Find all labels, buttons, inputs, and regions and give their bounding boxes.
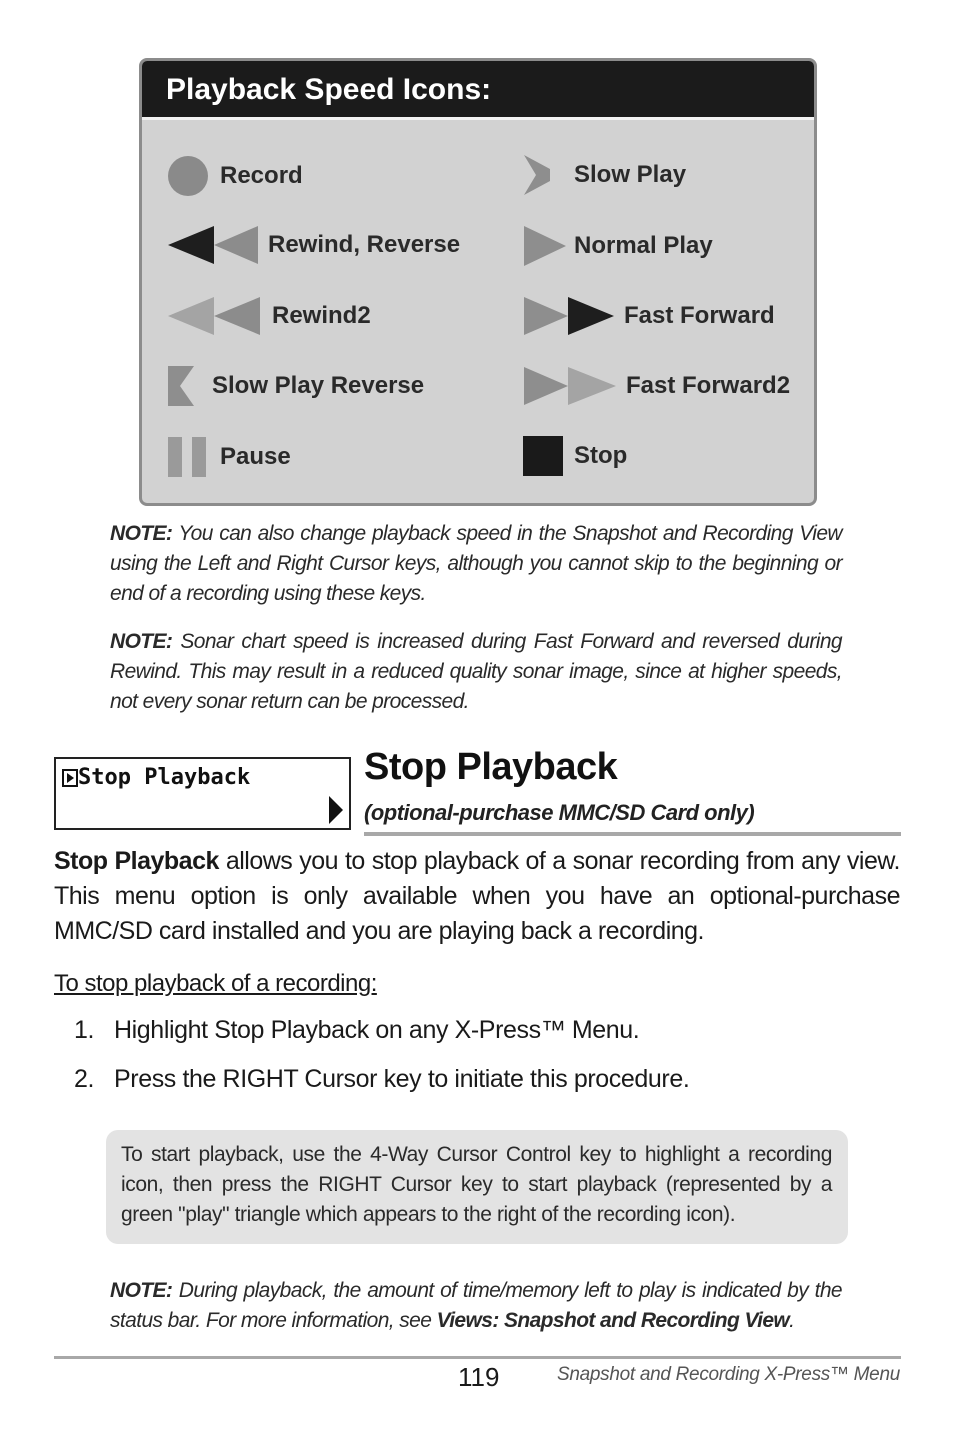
note-text: You can also change playback speed in the Snapshot and Recording View using the Left and Right Cursor keys, although you cannot skip to the beginning or end of a recording using these keys. bbox=[110, 522, 842, 605]
tip-text: To start playback, use the 4-Way Cursor Control key to highlight a recording icon, then press the RIGHT Cursor key to start playback (represented by a green "play" triangle which appears to the right of the recording icon). bbox=[121, 1143, 832, 1226]
playback-speed-icons-panel bbox=[139, 58, 817, 506]
footer-title: Snapshot and Recording X-Press™ Menu bbox=[556, 1364, 900, 1385]
right-arrow-icon bbox=[327, 794, 347, 826]
slow-play-icon bbox=[522, 153, 552, 197]
note-label: NOTE: bbox=[110, 522, 173, 545]
note-2 bbox=[110, 627, 842, 717]
section-subtitle: (optional-purchase MMC/SD Card only) bbox=[364, 800, 755, 825]
step-1 bbox=[74, 1016, 639, 1045]
page-number: 119 bbox=[458, 1362, 500, 1392]
note-end: . bbox=[789, 1309, 795, 1332]
icon-label: Pause bbox=[220, 443, 291, 470]
icon-label: Slow Play bbox=[574, 161, 687, 188]
icon-row-rewind bbox=[166, 223, 460, 267]
stop-playback-menu-item[interactable] bbox=[54, 757, 351, 830]
body-bold-term: Stop Playback bbox=[54, 847, 219, 875]
footer-rule bbox=[54, 1356, 901, 1359]
panel-title: Playback Speed Icons: bbox=[142, 61, 814, 120]
pause-icon bbox=[166, 435, 210, 479]
note-label: NOTE: bbox=[110, 630, 173, 653]
record-icon bbox=[166, 154, 210, 198]
fast-forward2-icon bbox=[522, 364, 618, 408]
stop-icon bbox=[522, 435, 564, 477]
step-text: Highlight Stop Playback on any X-Press™ Menu. bbox=[114, 1016, 640, 1044]
subtitle-rule bbox=[364, 832, 901, 836]
note-reference-link: Views: Snapshot and Recording View bbox=[436, 1309, 790, 1332]
icon-label: Slow Play Reverse bbox=[212, 372, 425, 399]
body-paragraph bbox=[54, 844, 900, 949]
menu-label: Stop Playback bbox=[78, 765, 251, 790]
rewind2-icon bbox=[166, 294, 262, 338]
step-text: Press the RIGHT Cursor key to initiate this procedure. bbox=[114, 1065, 690, 1093]
icon-row-stop bbox=[522, 435, 627, 477]
icon-label: Rewind, Reverse bbox=[268, 231, 461, 258]
note-3 bbox=[110, 1276, 842, 1336]
slow-play-reverse-icon bbox=[166, 364, 196, 408]
icon-row-pause bbox=[166, 435, 291, 479]
icon-row-fast-forward bbox=[522, 294, 775, 338]
menu-marker-icon bbox=[62, 769, 78, 787]
icon-label: Fast Forward bbox=[624, 302, 775, 329]
normal-play-icon bbox=[522, 224, 568, 268]
icon-label: Record bbox=[220, 162, 303, 189]
note-text: During playback, the amount of time/memory left to play is indicated by the status bar. For more information, see bbox=[110, 1279, 842, 1332]
icon-row-slow-play bbox=[522, 153, 686, 197]
body-text: allows you to stop playback of a sonar recording from any view. This menu option is only available when you have an optional-purchase MMC/SD card installed and you are playing back a recording. bbox=[54, 847, 900, 945]
section-title: Stop Playback bbox=[364, 746, 618, 788]
step-number: 2. bbox=[74, 1065, 95, 1093]
tip-box bbox=[106, 1130, 848, 1244]
fast-forward-icon bbox=[522, 294, 616, 338]
note-label: NOTE: bbox=[110, 1279, 173, 1302]
icon-row-slow-play-reverse bbox=[166, 364, 424, 408]
rewind-icon bbox=[166, 223, 260, 267]
icon-row-normal-play bbox=[522, 224, 713, 268]
icon-label: Fast Forward2 bbox=[626, 372, 791, 399]
procedure-title: To stop playback of a recording: bbox=[54, 970, 377, 997]
icon-label: Rewind2 bbox=[272, 302, 371, 329]
icon-row-rewind2 bbox=[166, 294, 371, 338]
icon-row-record bbox=[166, 154, 303, 198]
note-1 bbox=[110, 519, 842, 609]
menu-label-row bbox=[62, 765, 250, 790]
icon-row-fast-forward2 bbox=[522, 364, 790, 408]
step-number: 1. bbox=[74, 1016, 95, 1044]
icon-label: Stop bbox=[574, 442, 628, 469]
note-text: Sonar chart speed is increased during Fast Forward and reversed during Rewind. This may result in a reduced quality sonar image, since at higher speeds, not every sonar return can be processed. bbox=[110, 630, 842, 713]
step-2 bbox=[74, 1065, 689, 1094]
icon-label: Normal Play bbox=[574, 232, 713, 259]
